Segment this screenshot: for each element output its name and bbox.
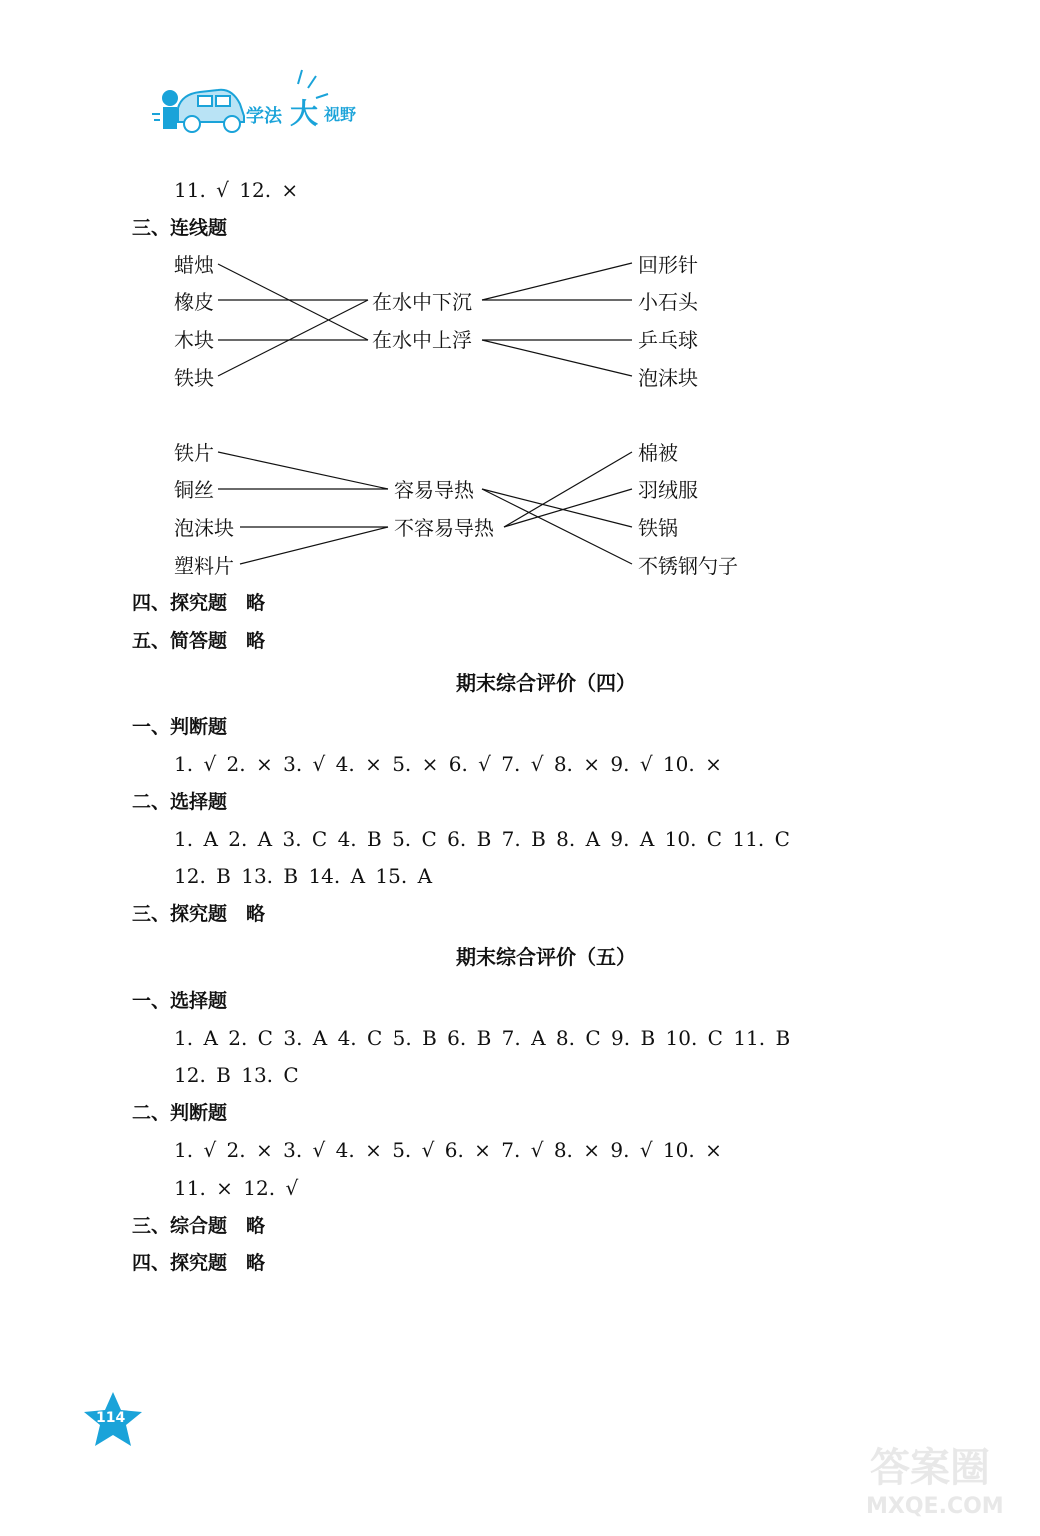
line-candle-float — [218, 264, 368, 340]
page-number: 114 — [96, 1410, 126, 1426]
match2-right-1: 棉被 — [638, 441, 678, 465]
section-3-title: 三、连线题 — [132, 217, 228, 239]
review4-s3: 三、探究题 略 — [132, 903, 266, 925]
line-plastic-nonconduct — [240, 527, 388, 564]
line-iron-sink — [218, 300, 368, 376]
match1-left-3: 木块 — [174, 328, 214, 352]
watermark-line2: MXQE.COM — [866, 1494, 1004, 1519]
review5-s1-answers-2: 12. B 13. C — [174, 1063, 299, 1087]
line-conduct-wok — [482, 489, 632, 527]
top-answers: 11. √ 12. × — [174, 178, 299, 202]
logo-text-2: 大 — [290, 97, 319, 130]
match1-middle-2: 在水中上浮 — [372, 328, 472, 352]
review5-s2-title: 二、判断题 — [132, 1102, 228, 1124]
match1-left-4: 铁块 — [174, 366, 214, 390]
review5-s3: 三、综合题 略 — [132, 1215, 266, 1237]
watermark-line1: 答案圈 — [870, 1445, 990, 1491]
review4-s1-answers: 1. √ 2. × 3. √ 4. × 5. × 6. √ 7. √ 8. × 9. √ 10. × — [174, 752, 722, 776]
review4-heading: 期末综合评价（四） — [456, 671, 636, 695]
line-sink-clip — [482, 263, 632, 300]
line-float-foam — [482, 340, 632, 376]
match1-right-1: 回形针 — [638, 253, 698, 277]
section-4: 四、探究题 略 — [132, 592, 266, 614]
review5-s1-answers-1: 1. A 2. C 3. A 4. C 5. B 6. B 7. A 8. C 9. B 10. C 11. B — [174, 1026, 791, 1050]
review5-s1-title: 一、选择题 — [132, 990, 228, 1012]
review4-s2-title: 二、选择题 — [132, 791, 228, 813]
logo-text-3: 视野 — [324, 105, 357, 124]
review5-s2-answers-1: 1. √ 2. × 3. √ 4. × 5. √ 6. × 7. √ 8. × 9. √ 10. × — [174, 1138, 722, 1162]
match2-middle-2: 不容易导热 — [394, 516, 494, 540]
match1-left-2: 橡皮 — [174, 290, 214, 314]
line-nonconduct-downcoat — [504, 489, 632, 527]
review5-heading: 期末综合评价（五） — [456, 945, 636, 969]
match1-right-4: 泡沫块 — [638, 366, 698, 390]
match1-middle-1: 在水中下沉 — [372, 290, 472, 314]
line-nonconduct-quilt — [504, 452, 632, 527]
match2-right-3: 铁锅 — [638, 516, 678, 540]
line-ironsheet-conduct — [218, 452, 388, 489]
match2-left-2: 铜丝 — [174, 478, 214, 502]
match2-left-4: 塑料片 — [174, 554, 234, 578]
review5-s4: 四、探究题 略 — [132, 1252, 266, 1274]
match2-left-3: 泡沫块 — [174, 516, 234, 540]
logo-text-1: 学法 — [246, 106, 282, 127]
match1-right-3: 乒乓球 — [638, 328, 698, 352]
match2-right-4: 不锈钢勺子 — [638, 554, 738, 578]
match1-left-1: 蜡烛 — [174, 253, 214, 277]
match2-right-2: 羽绒服 — [638, 478, 698, 502]
match2-middle-1: 容易导热 — [394, 478, 474, 502]
section-5: 五、简答题 略 — [132, 630, 266, 652]
match1-right-2: 小石头 — [638, 290, 698, 314]
page-number-badge — [82, 1390, 144, 1448]
review5-s2-answers-2: 11. × 12. √ — [174, 1176, 299, 1200]
review4-s2-answers-1: 1. A 2. A 3. C 4. B 5. C 6. B 7. B 8. A 9. A 10. C 11. C — [174, 827, 790, 851]
review4-s2-answers-2: 12. B 13. B 14. A 15. A — [174, 864, 433, 888]
review4-s1-title: 一、判断题 — [132, 716, 228, 738]
match2-left-1: 铁片 — [174, 441, 214, 465]
